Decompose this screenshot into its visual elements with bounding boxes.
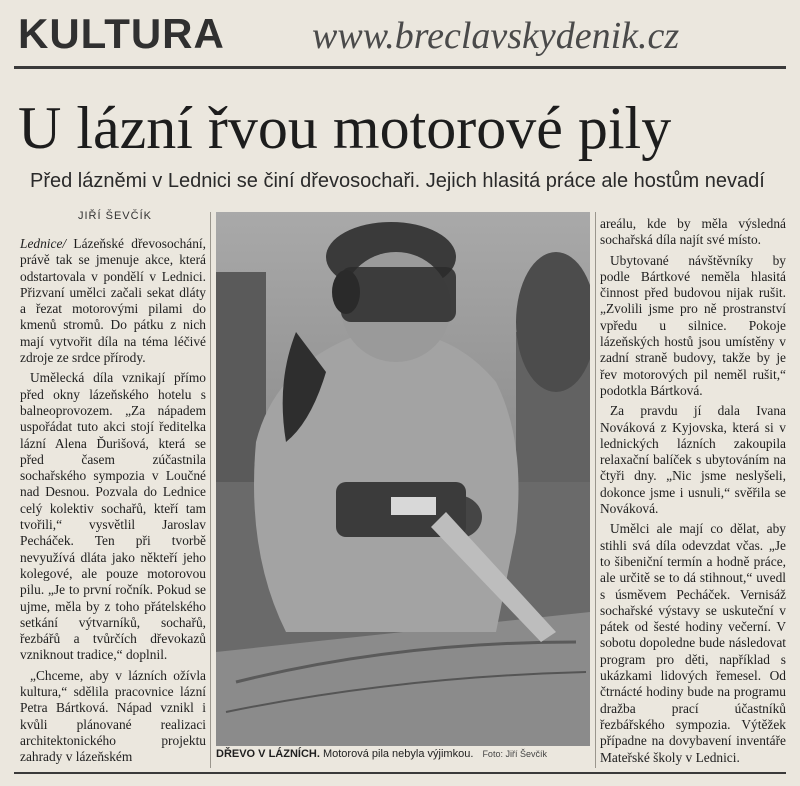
paragraph: Umělci ale mají co dělat, aby stihli svá díla odevzdat včas. „Je to šibeniční termín a hodně práce, ale určitě se to dá stihnout,“ uvedl s úsměvem Pecháček. Vernisáž sochařské výstavy se uskuteční v pátek od šesté hodiny večerní. V sobotu dopoledne bude následovat program pro děti, například s ukázkami lidových řemesel. Od čtrnácté hodiny bude na programu dražba prací účastníků řezbářského sympozia. Výtěžek případne na dovybavení inventáře Mateřské školy v Lednici. [600,521,786,765]
header-rule [14,66,786,69]
caption-text: Motorová pila nebyla výjimkou. [322,748,474,760]
section-label: KULTURA [18,10,225,57]
page-header [0,0,800,70]
column-divider [210,212,211,768]
article-column-right [600,216,786,770]
paragraph: areálu, kde by měla výsledná sochařská díla najít své místo. [600,216,786,248]
paragraph-text: Lázeňské dřevosochání, právě tak se jmenuje akce, která odstartovala v pondělí v Lednici. Přizvaní umělci začali sekat dláty a řezat motorovými pilami do kmenů stromů. Do pátku z nich mají vytvořit díla na téma léčivé zdroje ze srdce přírody. [20,236,206,366]
photo-credit: Foto: Jiří Ševčík [482,749,547,759]
paragraph: Za pravdu jí dala Ivana Nováková z Kyjovska, která si v lednických lázních zakoupila relaxační balíček s ubytováním na čtyři dny. „Nic jsme neslyšeli, dokonce jsme i usnuli,“ svěřila se Nováková. [600,403,786,517]
column-divider [595,212,596,768]
dateline: Lednice/ [20,236,67,251]
website-url[interactable]: www.breclavskydenik.cz [312,15,680,57]
paragraph: Ubytované návštěvníky by podle Bártkové neměla hlasitá činnost před budovou nijak rušit. „Zvolili jsme pro ně prostranství vpředu u silnice. Pokoje lázeňských hostů jsou umístěny v zadní straně budovy, takže by je řev motorových pil neměl rušit,“ podotkla Bártková. [600,252,786,398]
photo-caption [216,748,596,760]
byline: JIŘÍ ŠEVČÍK [78,210,152,222]
article-column-left [20,236,206,770]
article-photo [216,212,590,746]
paragraph [20,236,206,366]
headline: U lázní řvou motorové pily [18,95,672,161]
footer-rule [14,772,786,774]
paragraph: „Chceme, aby v lázních ožívla kultura,“ sdělila pracovnice lázní Petra Bártková. Nápad vznikl i kvůli plánované realizaci architektonického projektu zahrady v lázeňském [20,667,206,765]
woodcarver-photo-image [216,212,590,746]
paragraph: Umělecká díla vznikají přímo před okny lázeňského hotelu s balneoprovozem. „Za nápadem uspořádat tuto akci stojí ředitelka lázní Alena Ďurišová, která se před časem zúčastnila sochařského sympozia v Loučné nad Desnou. Pozvala do Lednice celý kolektiv sochařů, kteří tam tvořili,“ vysvětlil Jaroslav Pecháček. Ten při tvorbě nevyužívá dláta jako někteří jeho kolegové, ale pouze motorovou pilu. „Je to první ročník. Pokud se ujme, měla by z toho přátelského setkání výtvarníků, sochařů, řezbářů a tvůrčích dřevokazů vzniknout tradice,“ doplnil. [20,370,206,663]
subheadline: Před lázněmi v Lednici se činí dřevosochaři. Jejich hlasitá práce ale hostům nevadí [30,170,765,192]
caption-title: DŘEVO V LÁZNÍCH. [216,748,320,760]
